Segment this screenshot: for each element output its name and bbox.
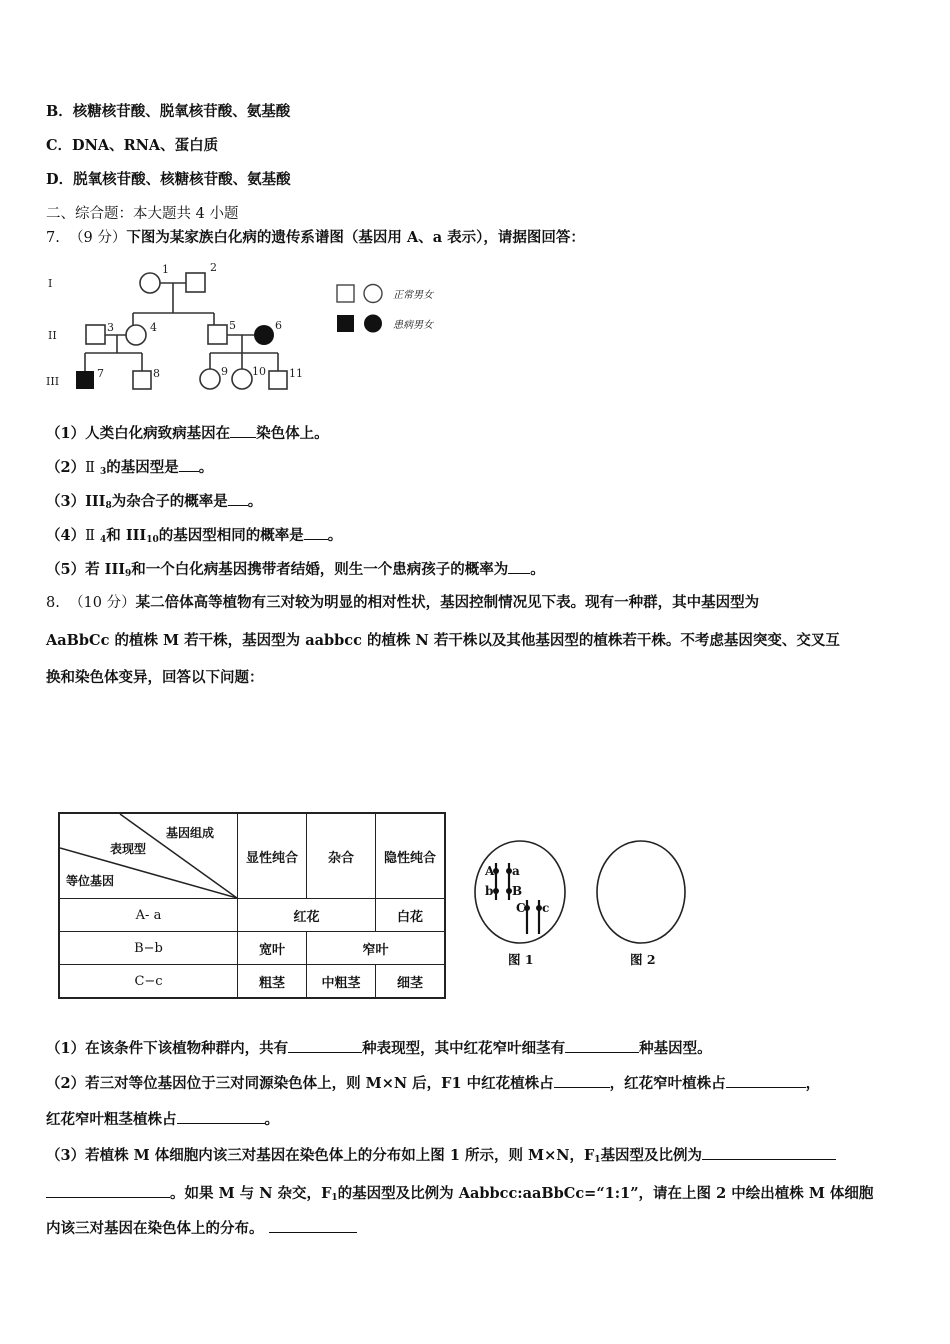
svg-text:C: C	[516, 901, 526, 915]
svg-text:3: 3	[107, 321, 114, 334]
individual-11	[269, 371, 287, 389]
column-header: 隐性纯合	[376, 813, 446, 899]
svg-text:B: B	[512, 884, 523, 898]
pedigree-diagram	[40, 255, 320, 400]
answer-blank[interactable]	[304, 525, 328, 540]
legend-normal-label: 正常男女	[393, 290, 433, 301]
table-corner-header: 基因组成 表现型 等位基因	[59, 813, 238, 899]
svg-text:7: 7	[97, 367, 104, 380]
individual-5	[208, 325, 227, 344]
figure-1-caption: 图 1	[508, 952, 534, 967]
q7-sub-4: （4）Ⅱ $_4$和 $III_{10}$的基因型相同的概率是 。	[46, 527, 343, 545]
answer-blank[interactable]	[565, 1038, 639, 1053]
figure-2-caption: 图 2	[630, 952, 656, 967]
svg-text:b: b	[485, 884, 494, 898]
answer-blank[interactable]	[179, 457, 199, 472]
individual-9	[200, 369, 220, 389]
answer-blank[interactable]	[46, 1183, 170, 1198]
figure-1	[472, 838, 568, 968]
svg-text:11: 11	[289, 367, 303, 380]
answer-blank[interactable]	[702, 1145, 836, 1160]
individual-4	[126, 325, 146, 345]
option-d: D．脱氧核苷酸、核糖核苷酸、氨基酸	[46, 171, 291, 188]
cell-diagram-1	[472, 838, 568, 946]
q7-sub-1: （1）人类白化病致病基因在 染色体上。	[46, 425, 329, 442]
individual-10	[232, 369, 252, 389]
answer-blank[interactable]	[508, 559, 530, 574]
answer-blank[interactable]	[288, 1038, 362, 1053]
section-title: 二、综合题：本大题共 4 小题	[46, 206, 239, 222]
answer-blank[interactable]	[177, 1109, 265, 1124]
legend-affected-label: 患病男女	[393, 320, 433, 331]
answer-blank[interactable]	[269, 1218, 357, 1233]
column-header: 杂合	[307, 813, 376, 899]
svg-text:4: 4	[150, 321, 157, 334]
figure-2	[595, 838, 691, 968]
individual-6	[254, 325, 274, 345]
svg-text:1: 1	[162, 263, 169, 276]
svg-text:9: 9	[221, 365, 228, 378]
q8-stem-line-1: 8. （10 分）某二倍体高等植物有三对较为明显的相对性状，基因控制情况见下表。现有一种群，其中基因型为	[46, 594, 760, 611]
table-row: A- a 红花 白花	[59, 899, 445, 932]
q7-stem: 7. （9 分）下图为某家族白化病的遗传系谱图（基因用 A、a 表示），请据图回答：	[46, 229, 585, 246]
q8-sub-3-line-2: 。如果 M 与 N 杂交，$F_1$的基因型及比例为 Aabbcc:aaBbCc=“1:1”，请在上图 2 中绘出植株 M 体细胞	[46, 1183, 873, 1204]
svg-text:A: A	[485, 864, 495, 878]
svg-text:8: 8	[153, 367, 160, 380]
q7-sub-5: （5）若 $III_9$和一个白化病基因携带者结婚，则生一个患病孩子的概率为 。	[46, 561, 545, 579]
individual-1	[140, 273, 160, 293]
column-header: 显性纯合	[238, 813, 307, 899]
answer-blank[interactable]	[228, 491, 248, 506]
svg-text:III: III	[46, 375, 60, 388]
q8-stem-line-3: 换和染色体变异，回答以下问题：	[46, 669, 264, 686]
individual-8	[133, 371, 151, 389]
q8-sub-2-line-2: 红花窄叶粗茎植株占 。	[46, 1111, 279, 1128]
svg-text:II: II	[48, 329, 57, 342]
q8-sub-3-line-1: （3）若植株 M 体细胞内该三对基因在染色体上的分布如上图 1 所示，则 M×N，$F_1$基因型及比例为	[46, 1145, 836, 1166]
cell-diagram-2[interactable]	[595, 838, 691, 946]
svg-text:2: 2	[210, 261, 217, 274]
answer-blank[interactable]	[230, 423, 256, 438]
individual-7	[76, 371, 94, 389]
q8-sub-2-line-1: （2）若三对等位基因位于三对同源染色体上，则 M×N 后，F1 中红花植株占 ，红花窄叶植株占 ，	[46, 1075, 821, 1092]
q8-stem-line-2: AaBbCc 的植株 M 若干株，基因型为 aabbcc 的植株 N 若干株以及其他基因型的植株若干株。不考虑基因突变、交叉互	[46, 632, 840, 649]
svg-text:a: a	[512, 864, 520, 878]
q7-sub-2: （2）Ⅱ $_3$的基因型是 。	[46, 459, 214, 477]
svg-text:6: 6	[275, 319, 282, 332]
svg-text:5: 5	[229, 319, 236, 332]
svg-text:c: c	[542, 901, 550, 915]
q8-sub-1: （1）在该条件下该植物种群内，共有 种表现型，其中红花窄叶细茎有 种基因型。	[46, 1040, 712, 1057]
answer-blank[interactable]	[554, 1073, 610, 1088]
individual-3	[86, 325, 105, 344]
svg-text:I: I	[48, 277, 53, 290]
individual-2	[186, 273, 205, 292]
table-row: B−b 宽叶 窄叶	[59, 932, 445, 965]
table-row: C−c 粗茎 中粗茎 细茎	[59, 965, 445, 999]
gene-control-table	[58, 812, 446, 999]
q7-sub-3: $(3)III_8$为杂合子的概率是 。	[46, 493, 263, 511]
svg-text:10: 10	[252, 365, 266, 378]
answer-blank[interactable]	[726, 1073, 806, 1088]
pedigree-legend	[335, 283, 465, 342]
option-b: B．核糖核苷酸、脱氧核苷酸、氨基酸	[46, 103, 291, 120]
option-c: C．DNA、RNA、蛋白质	[46, 137, 219, 154]
q8-sub-3-line-3: 内该三对基因在染色体上的分布。	[46, 1218, 357, 1239]
